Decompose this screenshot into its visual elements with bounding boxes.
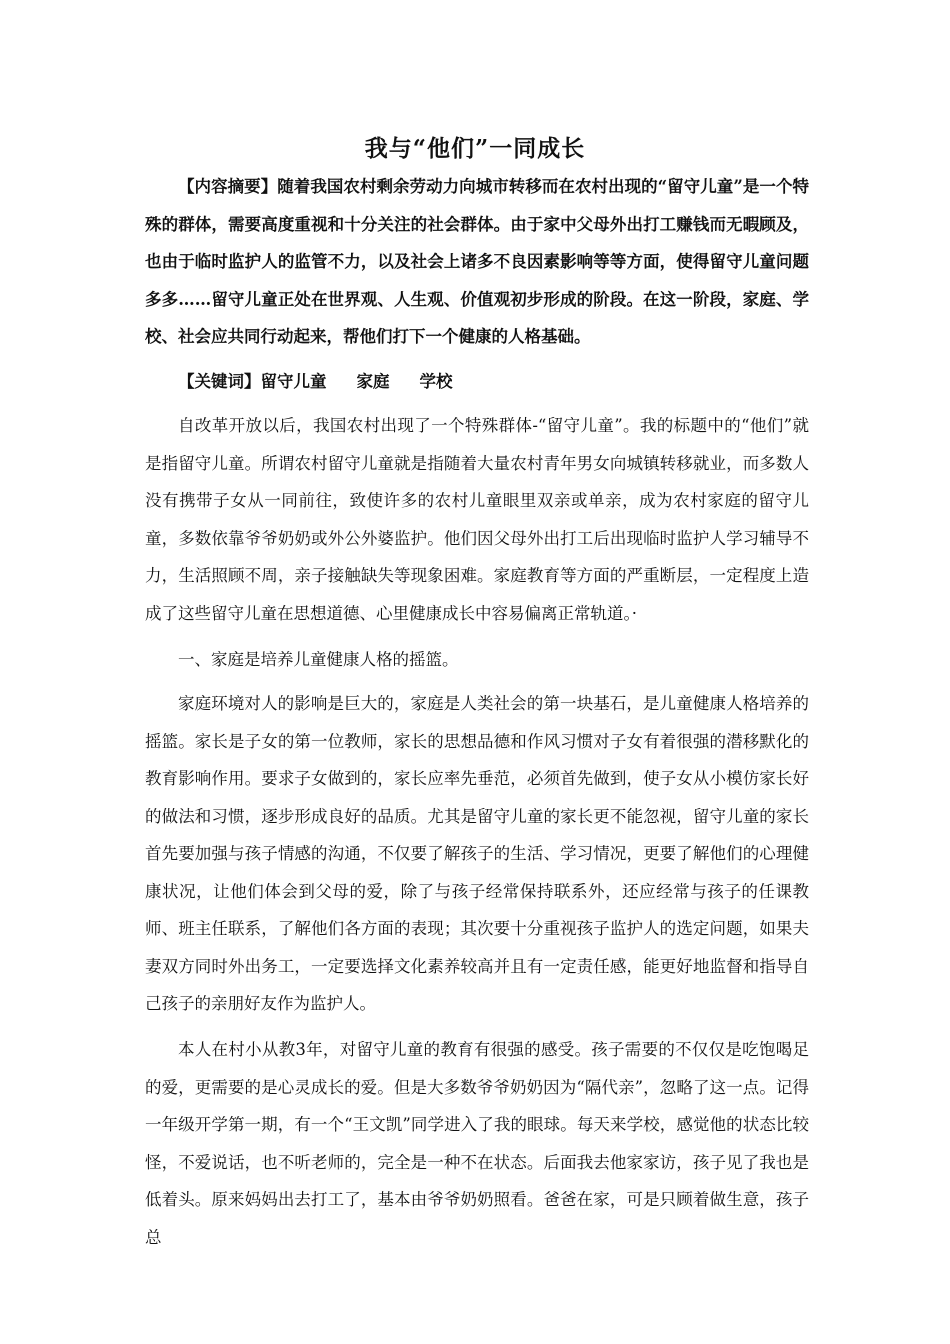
document-title: 我与“他们”一同成长 <box>364 135 586 162</box>
body-paragraph-3: 本人在村小从教3年，对留守儿童的教育有很强的感受。孩子需要的不仅仅是吃饱喝足的爱，更需要的是心灵成长的爱。但是大多数爷爷奶奶因为“隔代亲”，忽略了这一点。记得一年级开学第一期，有一个“王文凯”同学进入了我的眼球。每天来学校，感觉他的状态比较怪，不爱说话，也不听老师的，完全是一种不在状态。后面我去他家家访，孩子见了我也是低着头。原来妈妈出去打工了，基本由爷爷奶奶照看。爸爸在家，可是只顾着做生意，孩子总 <box>145 1040 809 1247</box>
section-heading-1: 一、家庭是培养儿童健康人格的摇篮。 <box>178 650 459 669</box>
keywords-label: 【关键词】留守儿童 <box>178 372 327 391</box>
abstract-paragraph: 【内容摘要】随着我国农村剩余劳动力向城市转移而在农村出现的“留守儿童”是一个特殊的群体，需要高度重视和十分关注的社会群体。由于家中父母外出打工赚钱而无暇顾及，也由于临时监护人的监管不力，以及社会上诸多不良因素影响等等方面，使得留守儿童问题多多……留守儿童正处在世界观、人生观、价值观初步形成的阶段。在这一阶段，家庭、学校、社会应共同行动起来，帮他们打下一个健康的人格基础。 <box>145 177 809 346</box>
keyword-family: 家庭 <box>356 372 390 391</box>
keywords-line <box>145 363 809 401</box>
body-paragraph-2: 家庭环境对人的影响是巨大的，家庭是人类社会的第一块基石，是儿童健康人格培养的摇篮。家长是子女的第一位教师，家长的思想品德和作风习惯对子女有着很强的潜移默化的教育影响作用。要求子女做到的，家长应率先垂范，必须首先做到，使子女从小模仿家长好的做法和习惯，逐步形成良好的品质。尤其是留守儿童的家长更不能忽视，留守儿童的家长首先要加强与孩子情感的沟通，不仅要了解孩子的生活、学习情况，更要了解他们的心理健康状况，让他们体会到父母的爱，除了与孩子经常保持联系外，还应经常与孩子的任课教师、班主任联系，了解他们各方面的表现；其次要十分重视孩子监护人的选定问题，如果夫妻双方同时外出务工，一定要选择文化素养较高并且有一定责任感，能更好地监督和指导自己孩子的亲朋好友作为监护人。 <box>145 694 809 1013</box>
keyword-school: 学校 <box>419 372 453 391</box>
body-paragraph-1: 自改革开放以后，我国农村出现了一个特殊群体-“留守儿童”。我的标题中的“他们”就是指留守儿童。所谓农村留守儿童就是指随着大量农村青年男女向城镇转移就业，而多数人没有携带子女从一同前往，致使许多的农村儿童眼里双亲或单亲，成为农村家庭的留守儿童，多数依靠爷爷奶奶或外公外婆监护。他们因父母外出打工后出现临时监护人学习辅导不力，生活照顾不周，亲子接触缺失等现象困难。家庭教育等方面的严重断层，一定程度上造成了这些留守儿童在思想道德、心里健康成长中容易偏离正常轨道。· <box>145 416 809 623</box>
